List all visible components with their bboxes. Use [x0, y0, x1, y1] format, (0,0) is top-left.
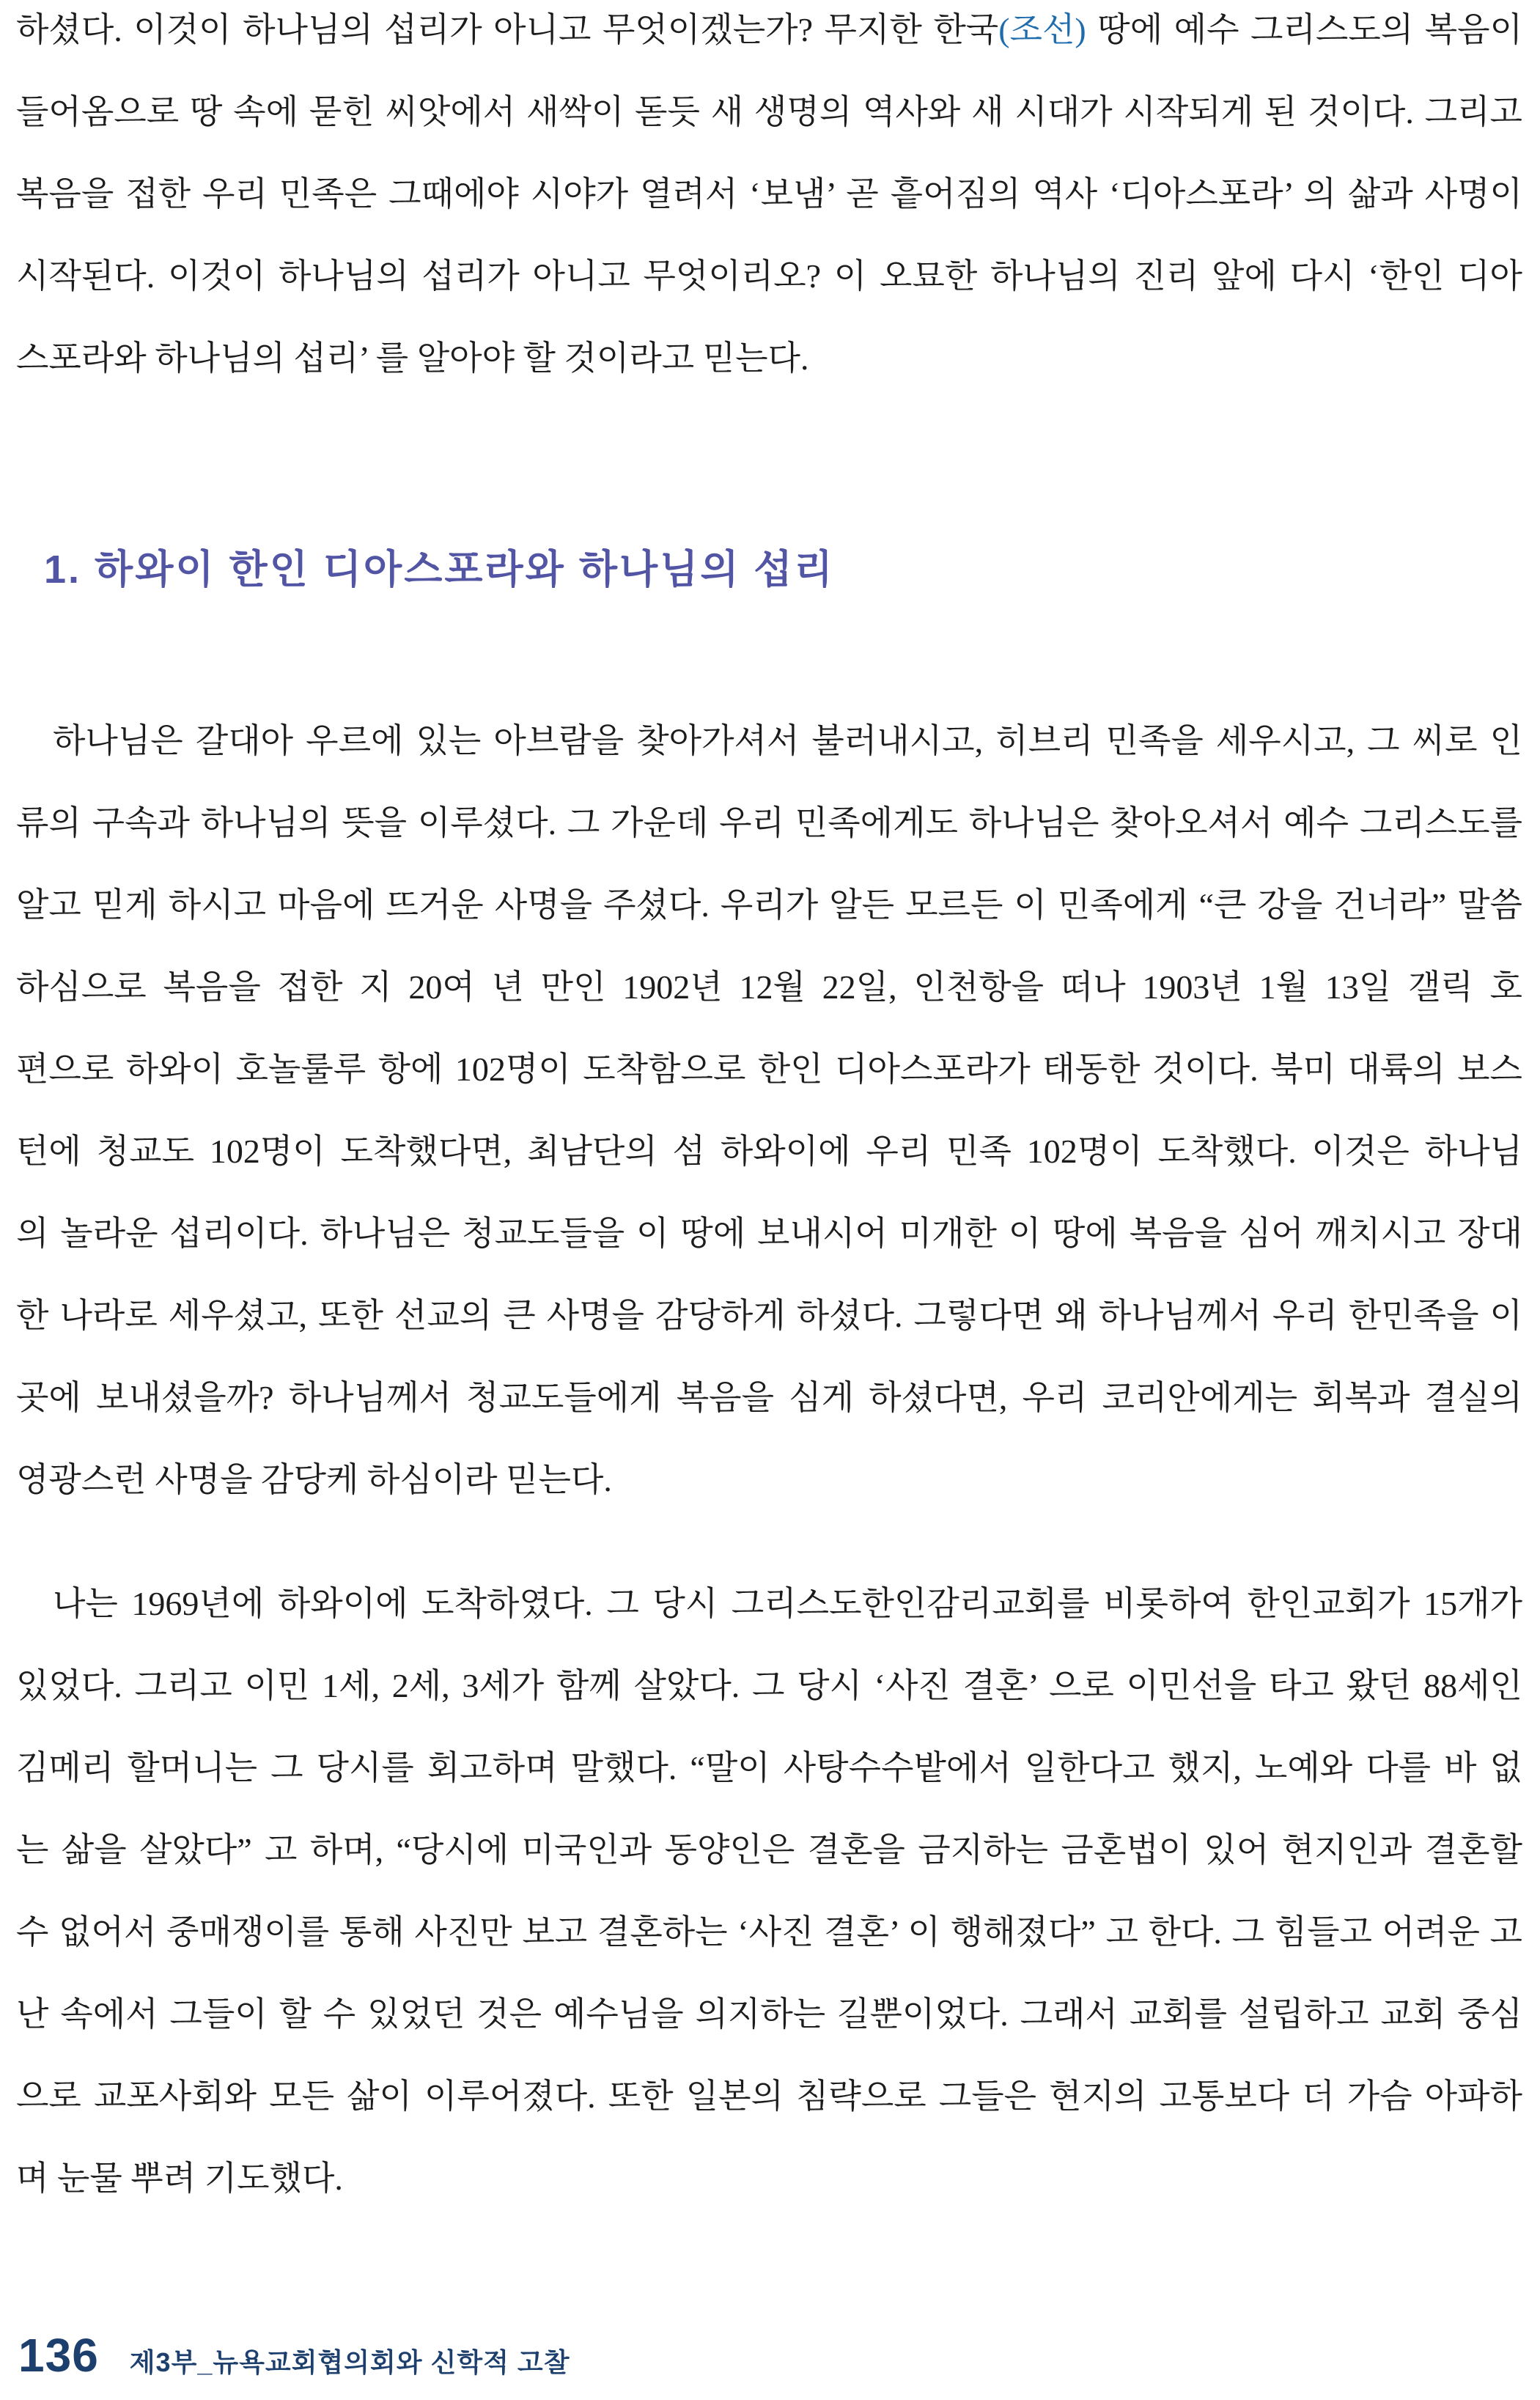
text-line: 김메리 할머니는 그 당시를 회고하며 말했다. “말이 사탕수수밭에서 일한다고 했지, 노예와 다를 바 없: [16, 1749, 1522, 1786]
text-line: [16, 0, 1522, 71]
text-line: 며 눈물 뿌려 기도했다.: [16, 2160, 343, 2197]
highlighted-text: (조선): [998, 11, 1086, 48]
text-line: 으로 교포사회와 모든 삶이 이루어졌다. 또한 일본의 침략으로 그들은 현지의 고통보다 더 가슴 아파하: [16, 2077, 1522, 2115]
text-line: 의 놀라운 섭리이다. 하나님은 청교도들을 이 땅에 보내시어 미개한 이 땅에 복음을 심어 깨치시고 장대: [16, 1215, 1522, 1252]
text-line: 알고 믿게 하시고 마음에 뜨거운 사명을 주셨다. 우리가 알든 모르든 이 민족에게 “큰 강을 건너라” 말씀: [16, 886, 1522, 924]
text-line: 하나님은 갈대아 우르에 있는 아브람을 찾아가셔서 불러내시고, 히브리 민족을 세우시고, 그 씨로 인: [53, 722, 1522, 759]
text-line: 턴에 청교도 102명이 도착했다면, 최남단의 섬 하와이에 우리 민족 102명이 도착했다. 이것은 하나님: [16, 1133, 1522, 1170]
footer-section-title: 제3부_뉴욕교회협의회와 신학적 고찰: [129, 2347, 570, 2377]
text-segment: 땅에 예수 그리스도의 복음이: [1086, 11, 1522, 48]
text-line: 시작된다. 이것이 하나님의 섭리가 아니고 무엇이리오? 이 오묘한 하나님의 진리 앞에 다시 ‘한인 디아: [16, 257, 1522, 295]
text-line: 나는 1969년에 하와이에 도착하였다. 그 당시 그리스도한인감리교회를 비롯하여 한인교회가 15개가: [53, 1585, 1522, 1622]
text-line: 류의 구속과 하나님의 뜻을 이루셨다. 그 가운데 우리 민족에게도 하나님은 찾아오셔서 예수 그리스도를: [16, 804, 1522, 842]
paragraph-intro: [16, 0, 1522, 400]
text-line: 편으로 하와이 호놀룰루 항에 102명이 도착함으로 한인 디아스포라가 태동한 것이다. 북미 대륙의 보스: [16, 1050, 1522, 1088]
text-segment: 하셨다. 이것이 하나님의 섭리가 아니고 무엇이겠는가? 무지한 한국: [16, 11, 999, 48]
text-line: 곳에 보내셨을까? 하나님께서 청교도들에게 복음을 심게 하셨다면, 우리 코리안에게는 회복과 결실의: [16, 1379, 1522, 1416]
text-line: 하심으로 복음을 접한 지 20여 년 만인 1902년 12월 22일, 인천항을 떠나 1903년 1월 13일 갤릭 호: [16, 968, 1522, 1006]
text-line: 복음을 접한 우리 민족은 그때에야 시야가 열려서 ‘보냄’ 곧 흩어짐의 역사 ‘디아스포라’ 의 삶과 사명이: [16, 175, 1522, 213]
text-line: 영광스런 사명을 감당케 하심이라 믿는다.: [16, 1461, 612, 1498]
paragraph-1969-arrival: [16, 1563, 1522, 2220]
paragraph-hawaii-providence: [16, 700, 1522, 1521]
text-line: 는 삶을 살았다” 고 하며, “당시에 미국인과 동양인은 결혼을 금지하는 금혼법이 있어 현지인과 결혼할: [16, 1831, 1522, 1869]
section-heading: 1. 하와이 한인 디아스포라와 하나님의 섭리: [44, 548, 835, 592]
page-number: 136: [18, 2329, 99, 2382]
text-line: 수 없어서 중매쟁이를 통해 사진만 보고 결혼하는 ‘사진 결혼’ 이 행해졌다” 고 한다. 그 힘들고 어려운 고: [16, 1913, 1522, 1951]
text-line: 난 속에서 그들이 할 수 있었던 것은 예수님을 의지하는 길뿐이었다. 그래서 교회를 설립하고 교회 중심: [16, 1995, 1522, 2033]
page-footer: [18, 2328, 570, 2382]
text-line: 한 나라로 세우셨고, 또한 선교의 큰 사명을 감당하게 하셨다. 그렇다면 왜 하나님께서 우리 한민족을 이: [16, 1297, 1522, 1334]
text-line: 스포라와 하나님의 섭리’ 를 알아야 할 것이라고 믿는다.: [16, 339, 809, 377]
text-line: 들어옴으로 땅 속에 묻힌 씨앗에서 새싹이 돋듯 새 생명의 역사와 새 시대가 시작되게 된 것이다. 그리고: [16, 93, 1522, 130]
text-line: 있었다. 그리고 이민 1세, 2세, 3세가 함께 살았다. 그 당시 ‘사진 결혼’ 으로 이민선을 타고 왔던 88세인: [16, 1667, 1522, 1704]
